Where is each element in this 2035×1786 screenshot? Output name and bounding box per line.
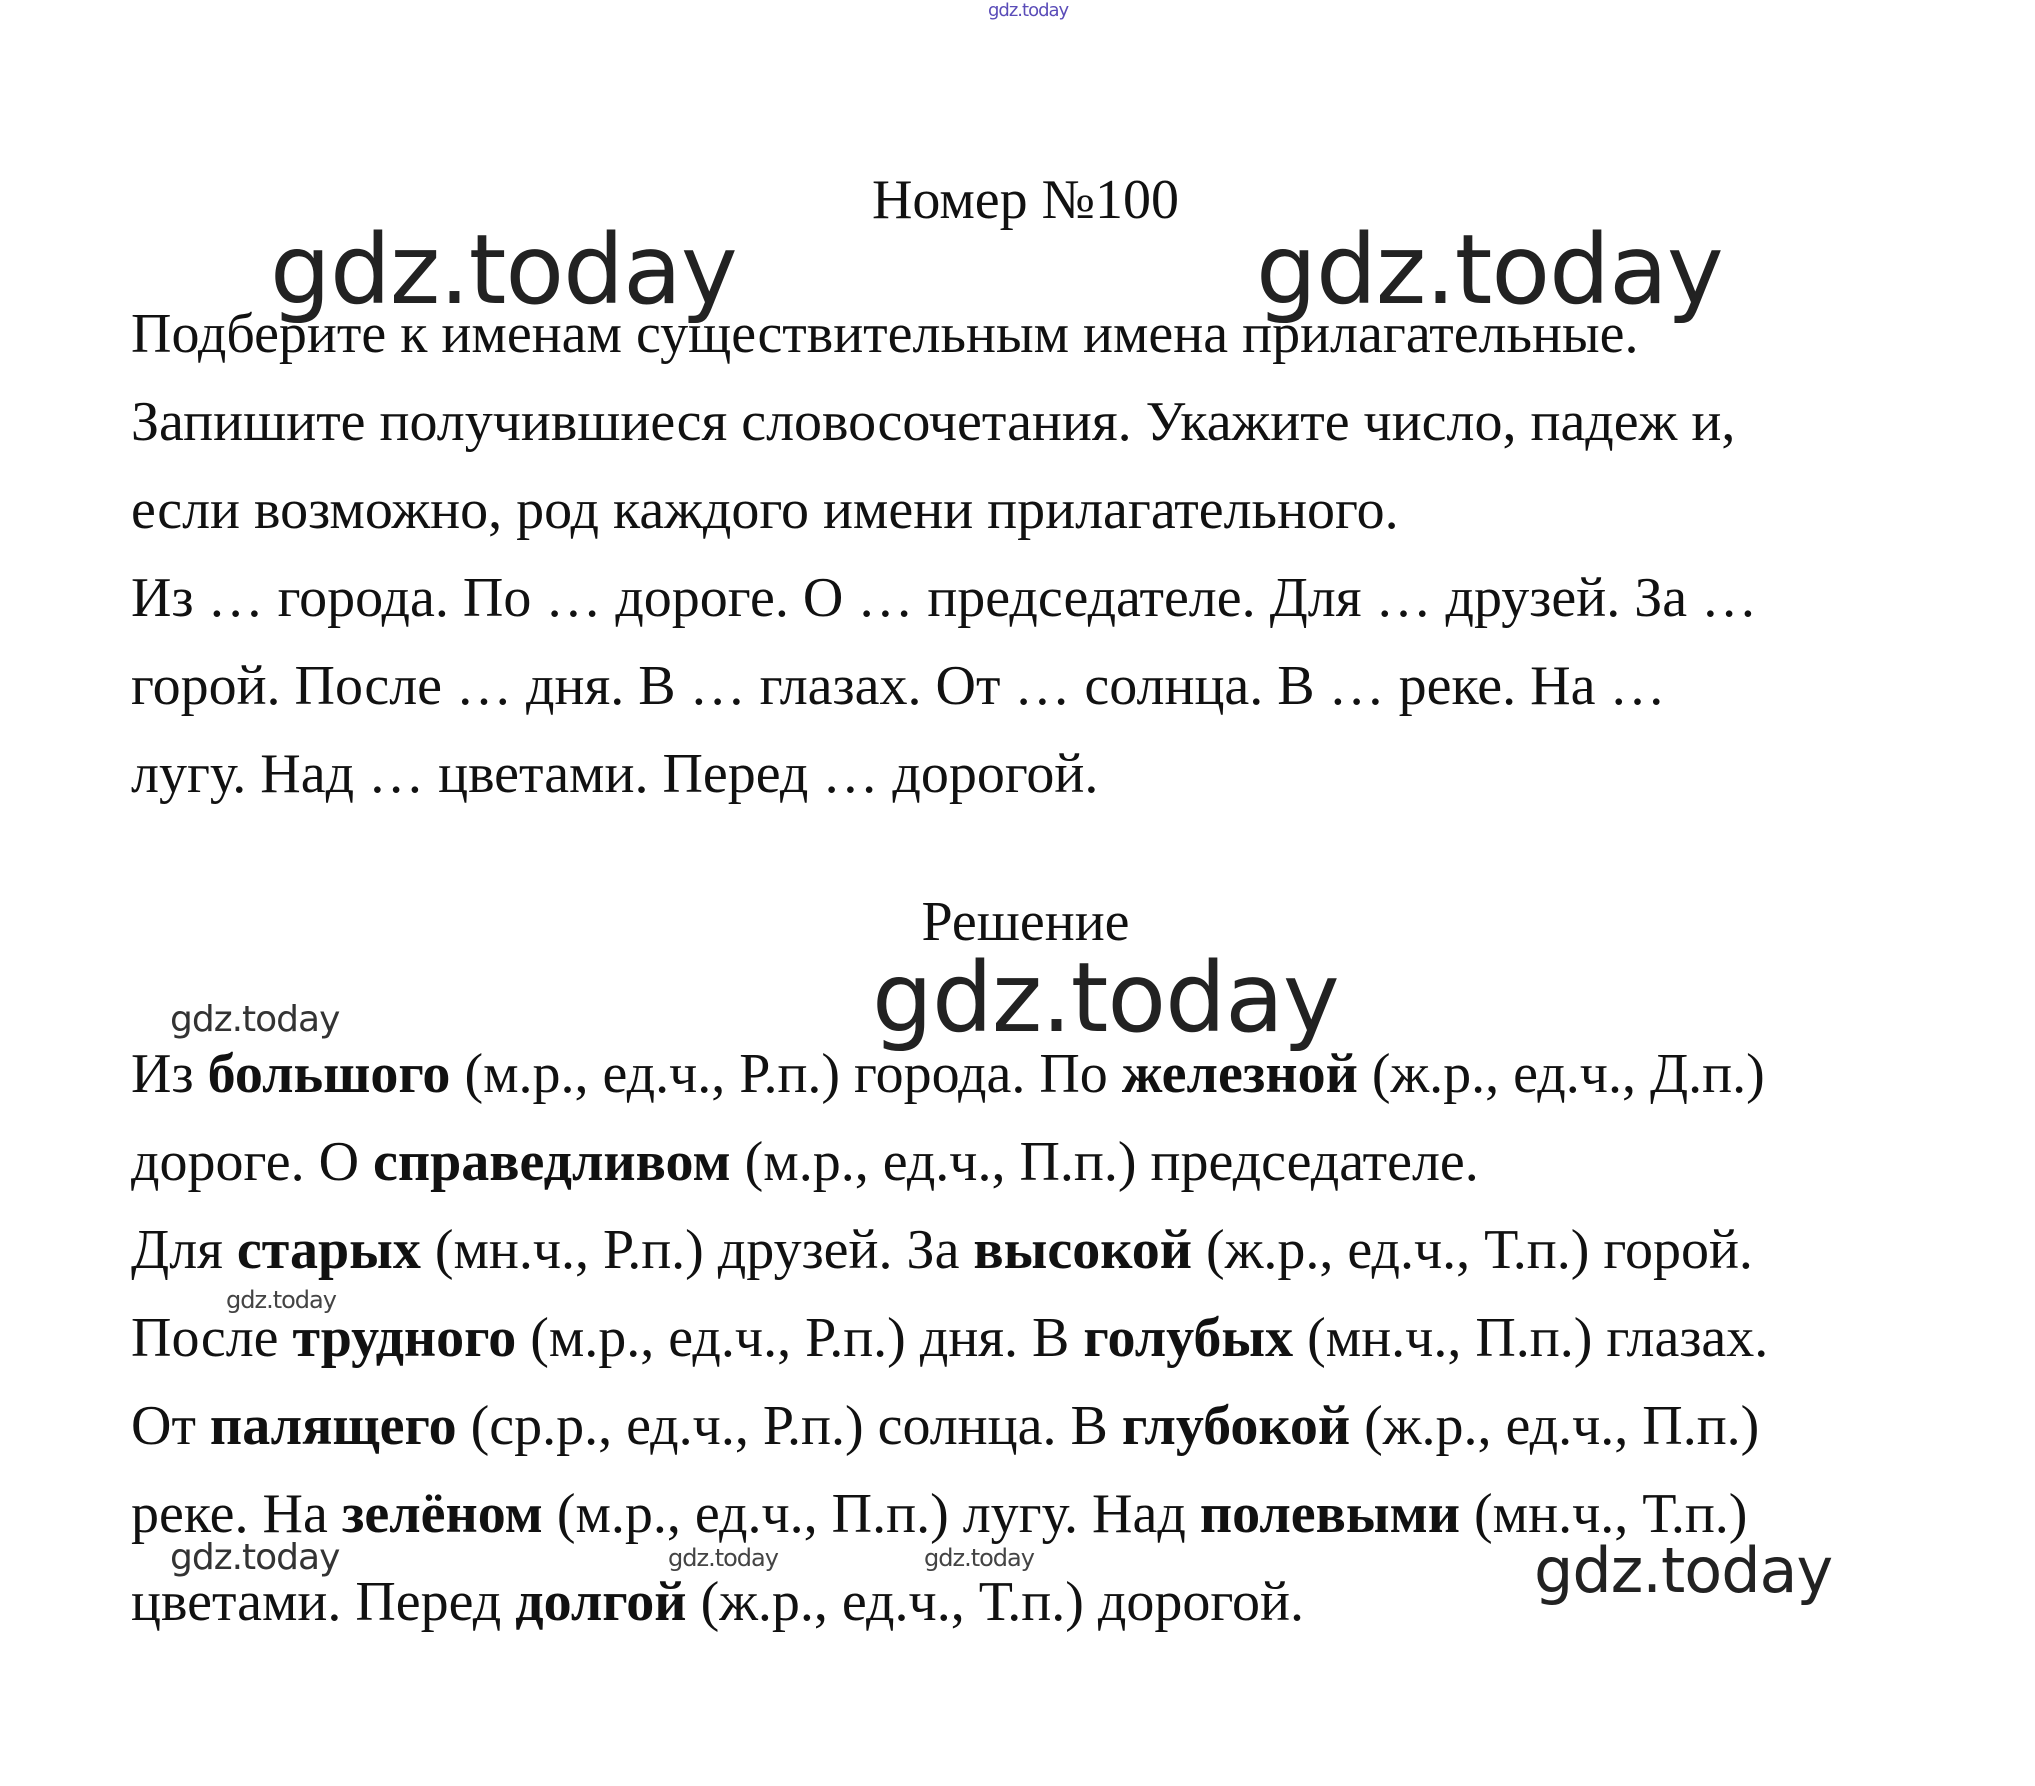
adjective: высокой (973, 1219, 1193, 1281)
solution-text-segment: (мн.ч., П.п.) глазах. (1293, 1307, 1769, 1369)
solution-line (131, 1470, 2011, 1558)
adjective: старых (236, 1219, 421, 1281)
solution-text-segment: После (131, 1307, 293, 1369)
solution-text-segment: (м.р., ед.ч., П.п.) председателе. (730, 1131, 1479, 1193)
task-title: Номер №100 (871, 169, 1180, 231)
task-line: если возможно, род каждого имени прилагательного. (131, 479, 1399, 541)
watermark-large: gdz.today (872, 942, 1339, 1054)
watermark-medium: gdz.today (1534, 1534, 1833, 1607)
solution-text (131, 1030, 2011, 1646)
watermark-tiny: gdz.today (226, 1286, 336, 1314)
adjective: железной (1121, 1043, 1358, 1105)
solution-text-segment: (ж.р., ед.ч., Д.п.) (1357, 1043, 1765, 1105)
adjective: долгой (515, 1571, 687, 1633)
watermark-small: gdz.today (170, 1537, 340, 1578)
solution-text-segment: (ср.р., ед.ч., Р.п.) солнца. В (456, 1395, 1122, 1457)
solution-line (131, 1206, 2011, 1294)
adjective: глубокой (1121, 1395, 1351, 1457)
task-line: Из … города. По … дороге. О … председателе. Для … друзей. За … (131, 567, 1758, 629)
adjective: голубых (1083, 1307, 1294, 1369)
adjective: палящего (209, 1395, 457, 1457)
solution-text-segment: (ж.р., ед.ч., Т.п.) горой. (1192, 1219, 1753, 1281)
watermark-tiny: gdz.today (668, 1544, 778, 1572)
adjective: трудного (292, 1307, 517, 1369)
task-line: горой. После … дня. В … глазах. От … солнца. В … реке. На … (131, 655, 1666, 717)
solution-line (131, 1558, 2011, 1646)
adjective: большого (207, 1043, 451, 1105)
adjective: справедливом (373, 1131, 731, 1193)
watermark-large: gdz.today (270, 214, 737, 326)
task-line: Запишите получившиеся словосочетания. Укажите число, падеж и, (131, 391, 1736, 453)
adjective: полевыми (1199, 1483, 1461, 1545)
solution-text-segment: реке. На (131, 1483, 342, 1545)
solution-text-segment: (ж.р., ед.ч., П.п.) (1350, 1395, 1760, 1457)
watermark-large: gdz.today (1256, 214, 1723, 326)
solution-text-segment: От (131, 1395, 210, 1457)
solution-text-segment: (мн.ч., Р.п.) друзей. За (420, 1219, 974, 1281)
solution-text-segment: Из (131, 1043, 208, 1105)
solution-text-segment: (м.р., ед.ч., Р.п.) дня. В (516, 1307, 1084, 1369)
watermark-small: gdz.today (170, 999, 340, 1040)
adjective: зелёном (341, 1483, 543, 1545)
watermark-tiny: gdz.today (924, 1544, 1034, 1572)
task-line: Подберите к именам существительным имена прилагательные. (131, 303, 1639, 365)
solution-line (131, 1030, 2011, 1118)
solution-text-segment: (м.р., ед.ч., П.п.) лугу. Над (542, 1483, 1200, 1545)
solution-text-segment: Для (131, 1219, 237, 1281)
solution-text-segment: (м.р., ед.ч., Р.п.) города. По (450, 1043, 1122, 1105)
solution-line (131, 1382, 2011, 1470)
solution-line (131, 1294, 2011, 1382)
solution-text-segment: (ж.р., ед.ч., Т.п.) дорогой. (686, 1571, 1304, 1633)
solution-text-segment: (мн.ч., Т.п.) (1460, 1483, 1748, 1545)
task-text (131, 290, 2011, 818)
solution-title: Решение (921, 891, 1130, 953)
solution-line (131, 1118, 2011, 1206)
task-line: лугу. Над … цветами. Перед … дорогой. (131, 743, 1099, 805)
solution-text-segment: цветами. Перед (131, 1571, 516, 1633)
watermark-top: gdz.today (988, 0, 1069, 21)
solution-text-segment: дороге. О (131, 1131, 374, 1193)
